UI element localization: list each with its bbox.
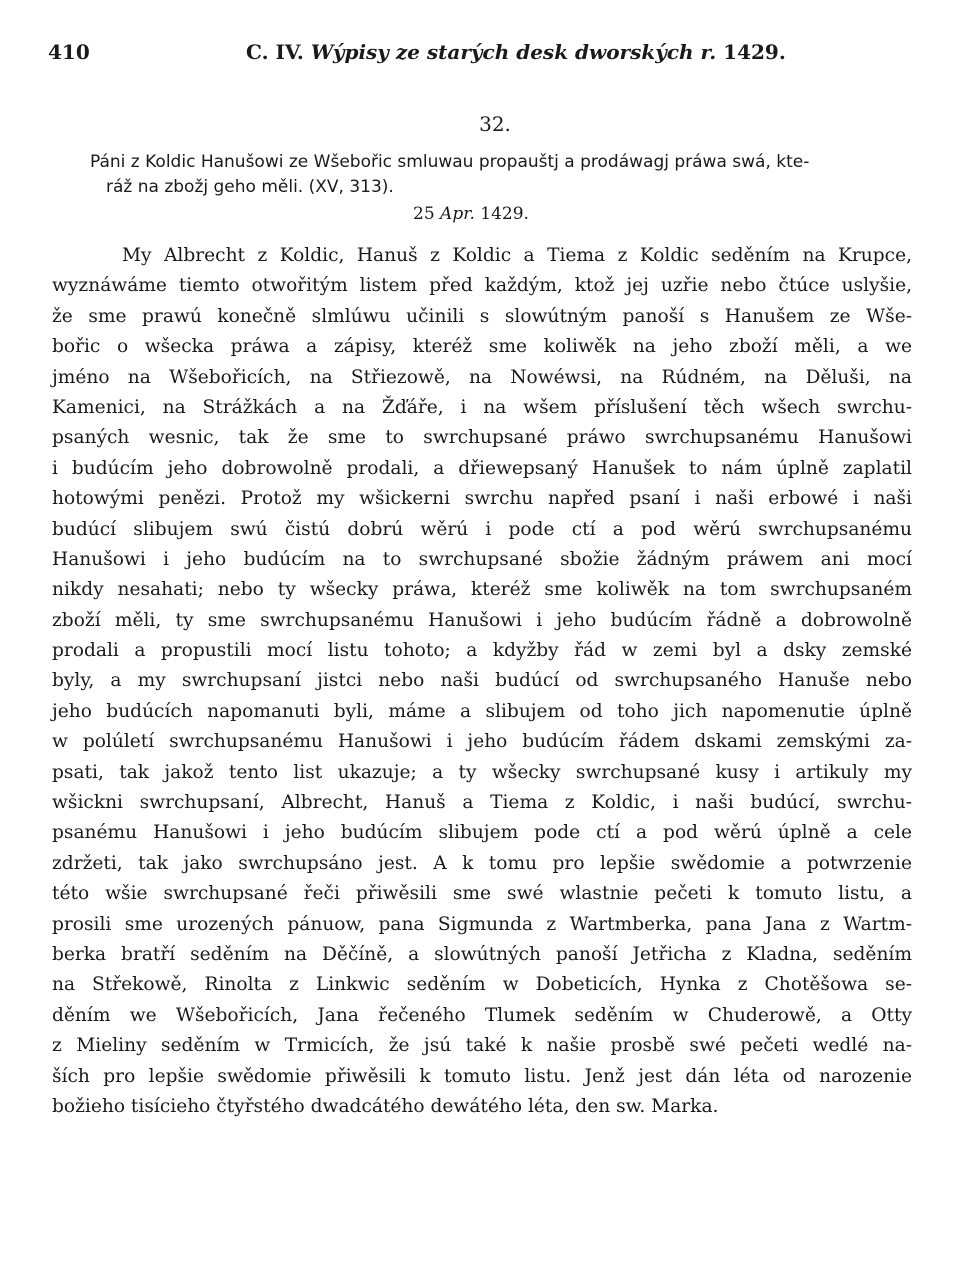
body-line: budúcí slibujem swú čistú dobrú wěrú i pode ctí a pod wěrú swrchupsanému	[52, 518, 912, 540]
body-line: psaných wesnic, tak že sme to swrchupsané práwo swrchupsanému Hanušowi	[52, 427, 912, 449]
body-line: zboží měli, ty sme swrchupsanému Hanušowi i jeho budúcím řádně a dobrowolně	[52, 609, 912, 631]
body-line: My Albrecht z Koldic, Hanuš z Koldic a Tiema z Koldic seděním na Krupce,	[122, 245, 912, 266]
body-line: wyznáwáme tiemto otwořitým listem před každým, ktož jej uzřie nebo čtúce uslyšie,	[52, 275, 912, 297]
body-line: děním we Wšebořicích, Jana řečeného Tlumek seděním w Chuderowě, a Otty	[52, 1004, 912, 1026]
body-line: prodali a propustili mocí listu tohoto; a kdyžby řád w zemi byl a dsky zemské	[52, 640, 912, 662]
body-line: Hanušowi i jeho budúcím na to swrchupsané sbožie žádným práwem ani mocí	[52, 548, 912, 570]
body-line: w polúletí swrchupsanému Hanušowi i jeho budúcím řádem dskami zemskými za-	[52, 731, 912, 753]
body-line: berka bratří seděním na Děčíně, a slowútných panoší Jetřicha z Kladna, seděním	[52, 943, 912, 965]
regest-line: ráž na zbožj geho měli. (XV, 313).	[106, 177, 394, 197]
body-line: wšickni swrchupsaní, Albrecht, Hanuš a Tiema z Koldic, i naši budúcí, swrchu-	[52, 792, 912, 814]
page-number: 410	[48, 40, 90, 64]
regest-line: Páni z Koldic Hanušowi ze Wšebořic smluwau propauštj a prodáwagj práwa swá, kte-	[90, 152, 810, 172]
running-title-italic: Wýpisy ze starých desk dworských r.	[310, 40, 717, 64]
document-number: 32.	[479, 112, 511, 136]
date-line	[413, 204, 529, 224]
body-line: bořic o wšecka práwa a zápisy, kteréž sme koliwěk na jeho zboží měli, a we	[52, 336, 912, 358]
body-line: zdržeti, tak jako swrchupsáno jest. A k tomu pro lepšie swědomie a potwrzenie	[52, 852, 912, 874]
body-line: že sme prawú konečně slmlúwu učinili s slowútným panoší s Hanušem ze Wše-	[52, 305, 912, 327]
body-line: z Mieliny seděním w Trmicích, že jsú také k našie prosbě swé pečeti wedlé na-	[52, 1035, 912, 1057]
body-line: prosili sme urozených pánuow, pana Sigmunda z Wartmberka, pana Jana z Wartm-	[52, 913, 912, 935]
date-day: 25	[413, 204, 435, 224]
running-title	[246, 40, 786, 64]
body-line: Kamenici, na Strážkách a na Žďáře, i na wšem příslušení těch wšech swrchu-	[52, 396, 912, 418]
body-line: božieho tisícieho čtyřstého dwadcátého dewátého léta, den sw. Marka.	[52, 1095, 719, 1117]
running-head	[48, 40, 912, 72]
body-line: i budúcím jeho dobrowolně prodali, a dřiewepsaný Hanušek to nám úplně zaplatil	[52, 457, 912, 479]
body-line: psati, tak jakož tento list ukazuje; a ty wšecky swrchupsané kusy i artikuly my	[52, 761, 912, 783]
body-line: psanému Hanušowi i jeho budúcím slibujem pode ctí a pod wěrú úplně a cele	[52, 822, 912, 844]
body-line: jeho budúcích napomanuti byli, máme a slibujem od toho jich napomenutie úplně	[52, 700, 912, 722]
body-line: byly, a my swrchupsaní jistci nebo naši budúcí od swrchupsaného Hanuše nebo	[52, 670, 912, 692]
date-month: Apr.	[440, 204, 475, 224]
regest	[90, 150, 910, 200]
body-line: nikdy nesahati; nebo ty wšecky práwa, kteréž sme koliwěk na tom swrchupsaném	[52, 579, 912, 601]
charter-body	[52, 241, 912, 1122]
body-line: hotowými penězi. Protož my wšickerni swrchu napřed psaní i naši erbowé i naši	[52, 488, 912, 510]
running-title-year: 1429.	[723, 40, 786, 64]
date-year: 1429.	[480, 204, 529, 224]
chapter-label: C. IV.	[246, 40, 304, 64]
body-line: jméno na Wšebořicích, na Střiezowě, na Nowéwsi, na Rúdném, na Děluši, na	[52, 366, 912, 388]
body-line: na Střekowě, Rinolta z Linkwic seděním w Dobeticích, Hynka z Chotěšowa se-	[52, 974, 912, 996]
body-line: této wšie swrchupsané řeči přiwěsili sme swé wlastnie pečeti k tomuto listu, a	[52, 883, 912, 905]
body-line: ších pro lepšie swědomie přiwěsili k tomuto listu. Jenž jest dán léta od narozenie	[52, 1065, 912, 1087]
